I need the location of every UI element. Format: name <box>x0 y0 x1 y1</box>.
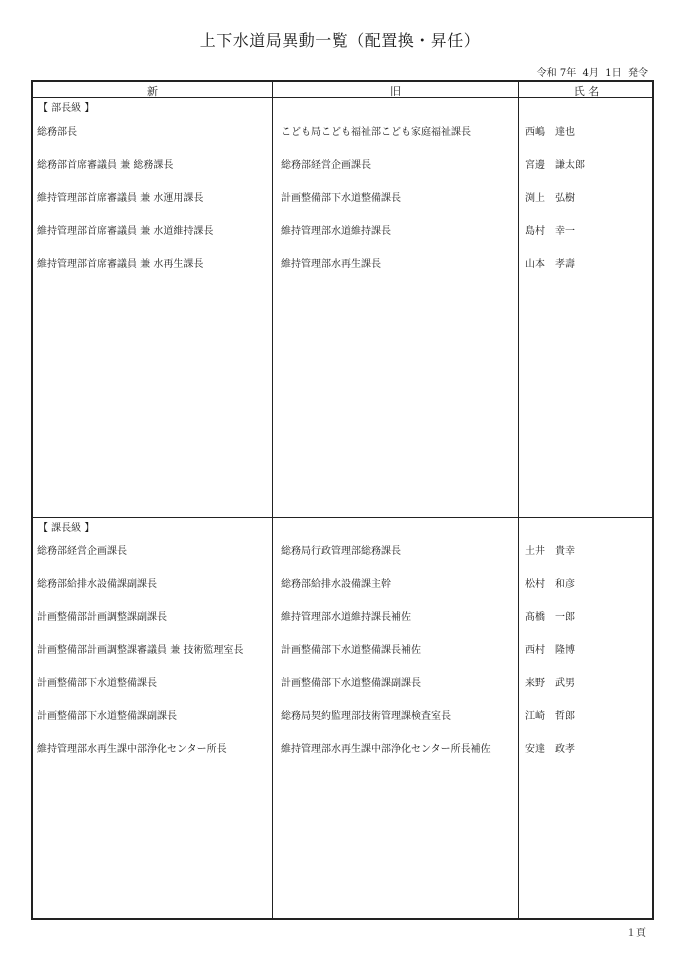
row-new: 維持管理部水再生課中部浄化センター所長 <box>37 744 227 755</box>
section-divider <box>33 517 652 518</box>
row-new: 総務部首席審議員 兼 総務課長 <box>37 160 174 171</box>
row-new: 維持管理部首席審議員 兼 水道維持課長 <box>37 226 214 237</box>
row-name: 髙橋 一郎 <box>525 612 575 623</box>
row-new: 維持管理部首席審議員 兼 水運用課長 <box>37 193 204 204</box>
row-new: 計画整備部下水道整備課長 <box>37 678 157 689</box>
row-name: 松村 和彦 <box>525 579 575 590</box>
row-name: 山本 孝壽 <box>525 259 575 270</box>
column-divider <box>518 82 519 918</box>
row-new: 総務部長 <box>37 127 77 138</box>
row-old: こども局こども福祉部こども家庭福祉課長 <box>281 127 471 138</box>
row-name: 西村 隆博 <box>525 645 575 656</box>
row-name: 渕上 弘樹 <box>525 193 575 204</box>
row-new: 維持管理部首席審議員 兼 水再生課長 <box>37 259 204 270</box>
header-name: 氏 名 <box>573 85 600 98</box>
row-old: 総務局契約監理部技術管理課検査室長 <box>281 711 451 722</box>
issue-date: 令和 7年 4月 1日 発令 <box>536 68 648 79</box>
page-title: 上下水道局異動一覧（配置換・昇任） <box>199 31 481 50</box>
section-label: 【 課長級 】 <box>38 523 95 534</box>
row-old: 総務部経営企画課長 <box>281 160 371 171</box>
row-new: 総務部経営企画課長 <box>37 546 127 557</box>
row-old: 計画整備部下水道整備課長 <box>281 193 401 204</box>
row-name: 来野 武男 <box>525 678 575 689</box>
row-new: 計画整備部計画調整課副課長 <box>37 612 167 623</box>
row-name: 西嶋 達也 <box>525 127 575 138</box>
row-new: 計画整備部計画調整課審議員 兼 技術監理室長 <box>37 645 244 656</box>
row-name: 安達 政孝 <box>525 744 575 755</box>
row-new: 計画整備部下水道整備課副課長 <box>37 711 177 722</box>
row-old: 維持管理部水再生課長 <box>281 259 381 270</box>
row-new: 総務部給排水設備課副課長 <box>37 579 157 590</box>
header-old: 旧 <box>390 85 401 98</box>
row-old: 総務局行政管理部総務課長 <box>281 546 401 557</box>
row-old: 維持管理部水道維持課長補佐 <box>281 612 411 623</box>
row-name: 土井 貴幸 <box>525 546 575 557</box>
row-name: 島村 幸一 <box>525 226 575 237</box>
column-divider <box>272 82 273 918</box>
personnel-table <box>31 80 654 920</box>
section-label: 【 部長級 】 <box>38 103 95 114</box>
row-old: 計画整備部下水道整備課副課長 <box>281 678 421 689</box>
row-old: 維持管理部水再生課中部浄化センター所長補佐 <box>281 744 491 755</box>
row-old: 計画整備部下水道整備課長補佐 <box>281 645 421 656</box>
page-number: １頁 <box>626 928 646 939</box>
header-new: 新 <box>147 85 158 98</box>
row-name: 江崎 哲郎 <box>525 711 575 722</box>
row-old: 総務部給排水設備課主幹 <box>281 579 391 590</box>
row-old: 維持管理部水道維持課長 <box>281 226 391 237</box>
row-name: 宮邊 謙太郎 <box>525 160 585 171</box>
